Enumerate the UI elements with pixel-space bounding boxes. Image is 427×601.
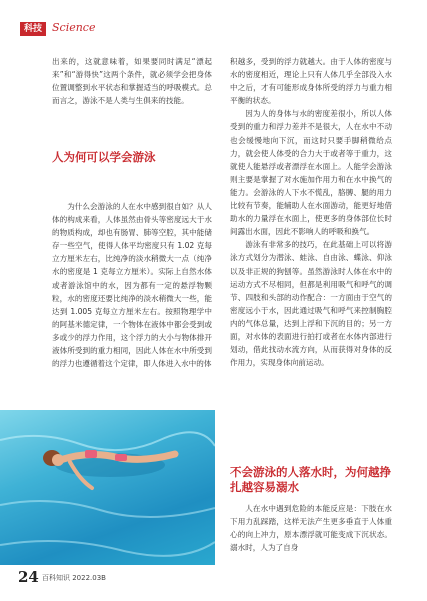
page-header: [0, 0, 427, 40]
section-badge: 科技: [20, 22, 46, 36]
paragraph: 人在水中遇到危险的本能反应是：下肢在水下用力乱踩踏，这样无法产生更多垂直于人体重心的向上冲力，原本漂浮就可能变成下沉状态。溺水时，人为了自身: [230, 504, 392, 553]
article-column-right-top: [230, 55, 392, 369]
paragraph: 为什么会游泳的人在水中感到很自如？从人体的构成来看，人体虽然由骨头等密度远大于水的物质构成，却也有肠胃、肺等空腔，其中能储存一些空气，使得人体平均密度只有 1.02 克每立方厘米左右，比纯净的淡水稍微大一点（纯净水的密度是 1 克每立方厘米）。实际上自然水体或者游泳馆中的水，因为都有一定的悬浮物颗粒，水的密度还要比纯净的淡水稍微大一些，能达到 1.005 克每立方厘米左右。按照物理学中的阿基米德定律，一个物体在液体中都会受到或多或少的浮力作用，这个浮力的大小与物体排开液体所受到的重力相同，因此人体在水中所受到的浮力也遵循着这个定律，即人体进入水中的体: [52, 202, 212, 369]
section-heading: 人为何可以学会游泳: [52, 150, 156, 164]
paragraph: 游泳有非常多的技巧，在此基础上可以将游泳方式划分为潜泳、蛙泳、自由泳、蝶泳、仰泳以及非正规的狗刨等。虽然游泳时人体在水中的运动方式不尽相同，但都是利用吸气和呼气的调节、四肢和头部的动作配合：一方面由于空气的密度远小于水，因此通过吸气和呼气来控制胸腔内的气体总量，达到上浮和下沉的目的；另一方面，对水体的表面进行拍打或者在水体内部进行划动，借此找动水流方向，从而获得对身体的反作用力，实现身体向前运动。: [230, 240, 392, 368]
article-column-right-bottom: [230, 502, 392, 554]
paragraph: 积越多，受到的浮力就越大。由于人体的密度与水的密度相近，理论上只有人体几乎全部没入水中之后，才有可能形成身体所受的浮力与重力相平衡的状态。: [230, 57, 392, 106]
article-column-left-top: [52, 55, 212, 107]
paragraph: 出来的，这就意味着，如果要同时满足“漂起来”和“游得快”这两个条件，就必须学会把身体位置调整到水平状态和掌握适当的呼吸模式。总而言之，游泳不是人类与生俱来的技能。: [52, 57, 212, 106]
swimmer-photo: [0, 410, 215, 565]
article-column-left-mid: [52, 200, 212, 370]
section-label-en: Science: [52, 21, 96, 34]
section-heading: 不会游泳的人落水时，为何越挣扎越容易溺水: [230, 465, 391, 494]
paragraph: 因为人的身体与水的密度差很小，所以人体受到的重力和浮力差并不是很大，人在水中不动也会缓慢地向下沉，而这时只要手脚稍微给点力，就会使人体受的合力大于或者等于重力，这就使人能悬浮或者漂浮在水面上。人能学会游泳则主要是掌握了对水施加作用力和在水中换气的能力。会游泳的人下水不慌乱，胳膊、腿的用力比较有节奏，能辅助人在水面游动，能更好地借助水的力量浮在水面上，使更多的身体部位长时间露出水面，因此不影响人的呼吸和换气。: [230, 109, 392, 237]
journal-issue: 百科知识 2022.03B: [42, 574, 106, 582]
page-footer: [18, 568, 418, 588]
swimmer-illustration: [0, 410, 215, 565]
page-number: 24: [18, 568, 39, 586]
